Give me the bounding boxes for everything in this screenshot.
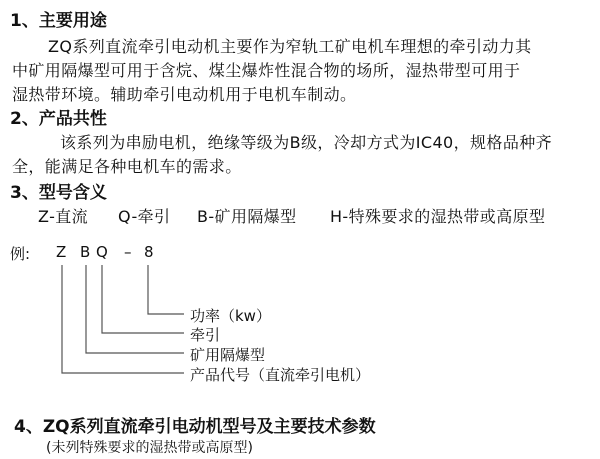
code-q: Q-牵引 [118, 207, 171, 226]
section-2-line-2: 全，能满足各种电机车的需求。 [12, 157, 242, 176]
example-letter-q: Q [96, 243, 108, 261]
label-traction: 牵引 [190, 326, 221, 344]
example-letter-z: Z [56, 243, 67, 261]
example-letter-b: B [80, 243, 91, 261]
section-2-heading: 2、产品共性 [10, 109, 107, 129]
example-prefix: 例: [10, 245, 31, 263]
section-1-heading: 1、主要用途 [10, 11, 107, 31]
leader-line-product-code [62, 265, 184, 373]
label-product-code: 产品代号（直流牵引电机） [190, 366, 371, 384]
example-dash: – [124, 243, 132, 261]
label-power: 功率（kw） [190, 307, 271, 325]
section-2-line-1: 该系列为串励电机，绝缘等级为B级，冷却方式为IC40，规格品种齐 [60, 133, 553, 152]
code-b: B-矿用隔爆型 [197, 207, 297, 226]
section-1-line-2: 中矿用隔爆型可用于含烷、煤尘爆炸性混合物的场所，湿热带型可用于 [12, 61, 521, 80]
label-explosion-proof: 矿用隔爆型 [190, 346, 266, 364]
section-4-heading: 4、ZQ系列直流牵引电动机型号及主要技术参数 [14, 417, 376, 437]
example-number: 8 [144, 243, 154, 261]
section-4-note: (未列特殊要求的湿热带或高原型) [46, 440, 253, 456]
leader-line-explosion-proof [86, 265, 184, 353]
section-3-heading: 3、型号含义 [10, 183, 107, 203]
leader-line-power [148, 265, 184, 314]
code-h: H-特殊要求的湿热带或高原型 [330, 207, 546, 226]
section-1-line-3: 湿热带环境。辅助牵引电动机用于电机车制动。 [12, 85, 357, 104]
code-z: Z-直流 [38, 207, 89, 226]
section-1-line-1: ZQ系列直流牵引电动机主要作为窄轨工矿电机车理想的牵引动力其 [48, 37, 532, 56]
leader-line-traction [102, 265, 184, 333]
